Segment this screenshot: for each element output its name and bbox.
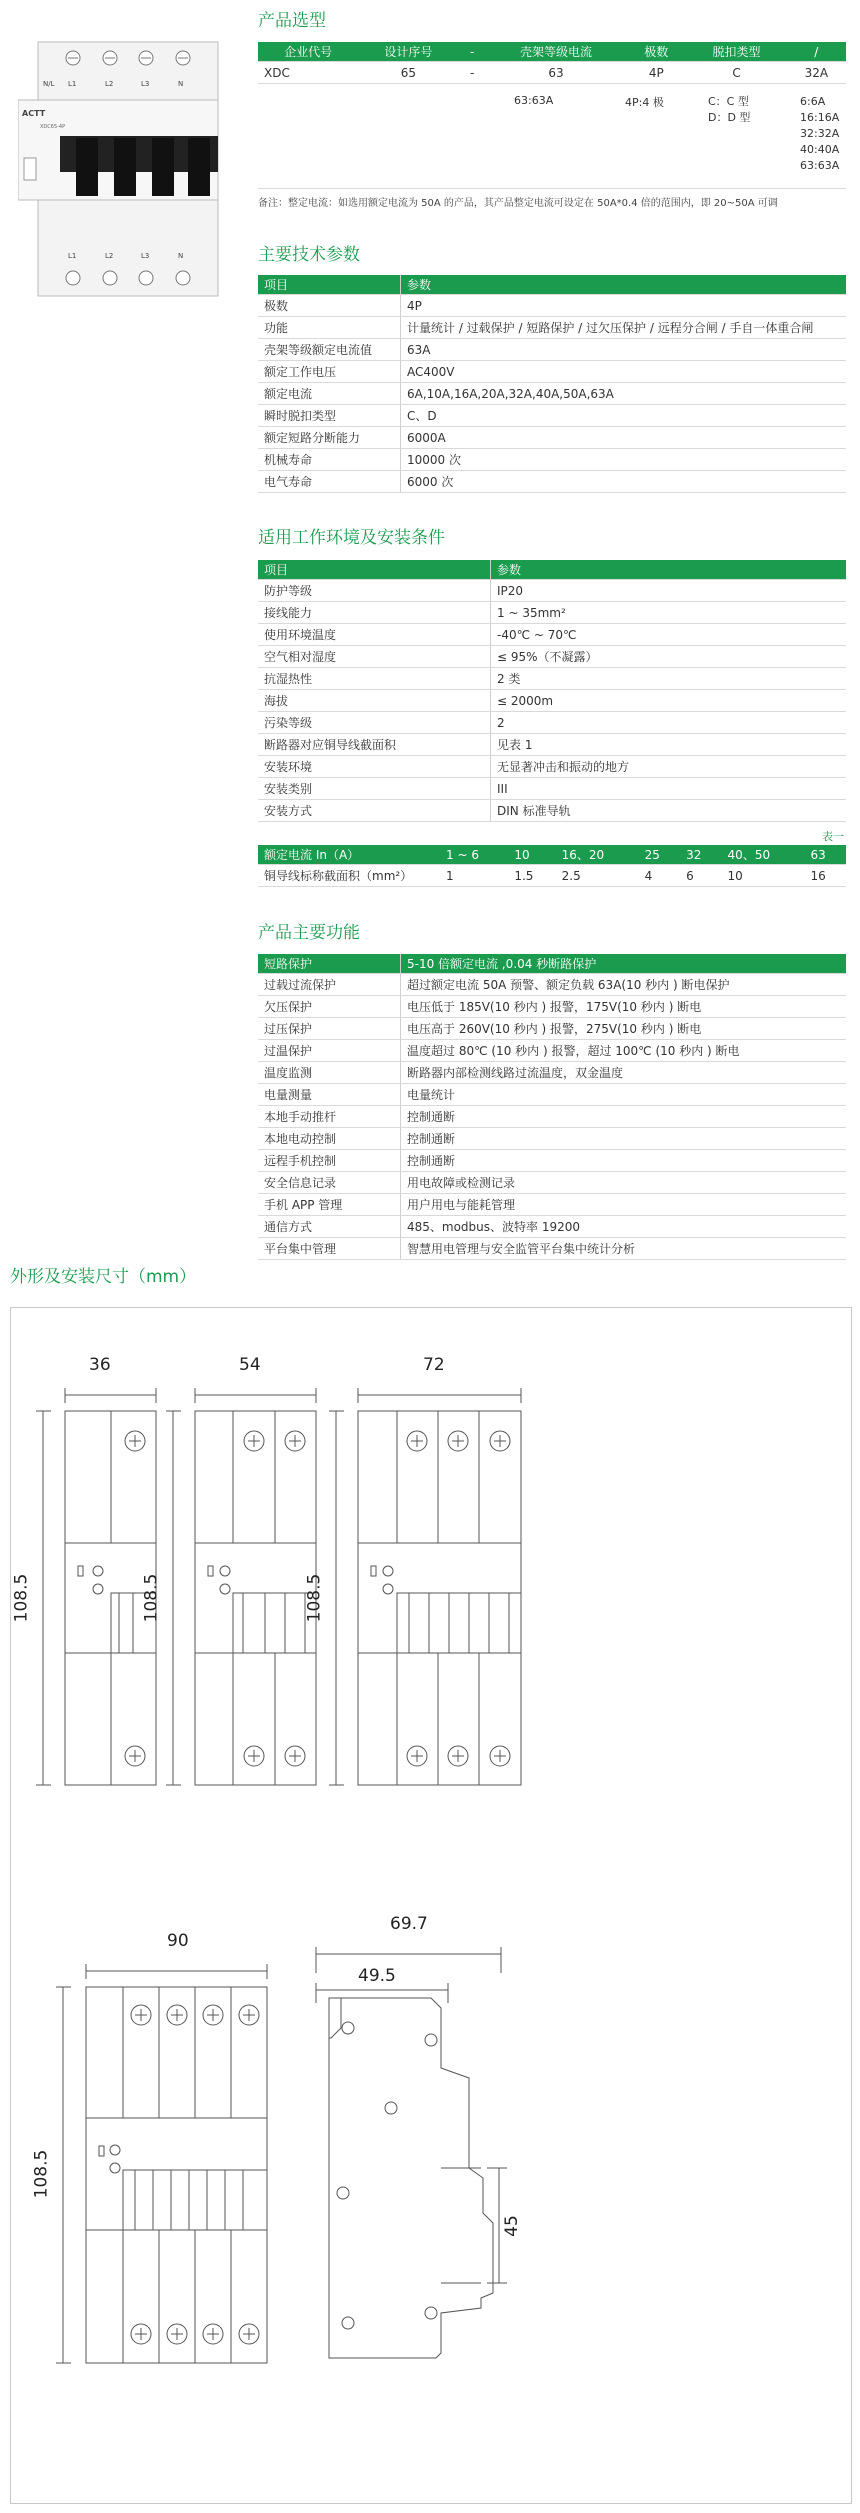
svg-text:L1: L1 xyxy=(68,252,77,260)
row-label: 本地手动推杆 xyxy=(258,1106,401,1128)
header-cell: 壳架等级电流 xyxy=(486,42,626,62)
section-title-env: 适用工作环境及安装条件 xyxy=(258,528,445,548)
row-value: 1 ~ 35mm² xyxy=(491,602,847,624)
env-table xyxy=(258,560,846,822)
table-row xyxy=(258,295,846,317)
table-cell: 10 xyxy=(722,865,805,887)
row-value: 63A xyxy=(401,339,847,361)
row-label: 温度监测 xyxy=(258,1062,401,1084)
functions-table xyxy=(258,954,846,1260)
row-value: 6000 次 xyxy=(401,471,847,493)
dim-width-90: 90 xyxy=(167,1931,189,1951)
breaker-photo xyxy=(18,38,223,300)
brand-logo: ACTT xyxy=(22,109,46,118)
frame-note: 63:63A xyxy=(514,94,554,107)
row-label: 过压保护 xyxy=(258,1018,401,1040)
product-image xyxy=(18,38,223,300)
row-label: 瞬时脱扣类型 xyxy=(258,405,401,427)
row-label: 安装环境 xyxy=(258,756,491,778)
table-row xyxy=(258,690,846,712)
header-cell: 短路保护 xyxy=(258,954,401,974)
table-row xyxy=(258,996,846,1018)
row-value: 控制通断 xyxy=(401,1128,847,1150)
row-label: 功能 xyxy=(258,317,401,339)
row-label: 污染等级 xyxy=(258,712,491,734)
section-title-selection: 产品选型 xyxy=(258,11,326,31)
dimension-drawing xyxy=(11,1308,851,2503)
header-cell: 企业代号 xyxy=(258,42,358,62)
row-value: 10000 次 xyxy=(401,449,847,471)
module-90-drawing xyxy=(56,1964,267,2363)
dim-height-90: 108.5 xyxy=(31,2149,52,2199)
table-row xyxy=(258,602,846,624)
row-value: 6000A xyxy=(401,427,847,449)
table-cell: 63 xyxy=(486,62,626,84)
svg-text:N/L: N/L xyxy=(43,80,55,88)
table-row xyxy=(258,974,846,996)
table-row xyxy=(258,1106,846,1128)
svg-text:N: N xyxy=(178,252,184,260)
table-row xyxy=(258,646,846,668)
table-cell: 铜导线标称截面积（mm²） xyxy=(258,865,440,887)
row-value: 电压高于 260V(10 秒内 ) 报警，275V(10 秒内 ) 断电 xyxy=(401,1018,847,1040)
table-row xyxy=(258,1172,846,1194)
table-row xyxy=(258,580,846,602)
row-value: 用户用电与能耗管理 xyxy=(401,1194,847,1216)
table-row xyxy=(258,427,846,449)
row-value: 2 xyxy=(491,712,847,734)
table-row xyxy=(258,1018,846,1040)
table-row xyxy=(258,1084,846,1106)
row-label: 防护等级 xyxy=(258,580,491,602)
dim-side-height: 45 xyxy=(501,2215,522,2237)
row-value: 2 类 xyxy=(491,668,847,690)
row-label: 安装类别 xyxy=(258,778,491,800)
table-row xyxy=(258,865,846,887)
dim-height-36: 108.5 xyxy=(11,1573,32,1623)
table-row xyxy=(258,778,846,800)
table-row xyxy=(258,1128,846,1150)
current-note: 16:16A xyxy=(800,111,840,124)
row-label: 手机 APP 管理 xyxy=(258,1194,401,1216)
row-value: 485、modbus、波特率 19200 xyxy=(401,1216,847,1238)
table-row xyxy=(258,317,846,339)
header-cell: 5-10 倍额定电流 ,0.04 秒断路保护 xyxy=(401,954,847,974)
poles-note: 4P:4 极 xyxy=(625,96,664,109)
row-value: 温度超过 80℃ (10 秒内 ) 报警，超过 100℃ (10 秒内 ) 断电 xyxy=(401,1040,847,1062)
row-value: 控制通断 xyxy=(401,1106,847,1128)
header-cell: 额定电流 In（A） xyxy=(258,845,440,865)
row-value: 智慧用电管理与安全监管平台集中统计分析 xyxy=(401,1238,847,1260)
table-row xyxy=(258,734,846,756)
trip-note: C：C 型 xyxy=(708,95,749,108)
current-note: 32:32A xyxy=(800,127,840,140)
row-value: ≤ 95%（不凝露） xyxy=(491,646,847,668)
header-cell: / xyxy=(787,42,846,62)
svg-text:N: N xyxy=(178,80,184,88)
table-cell: 1 xyxy=(440,865,508,887)
table-header-row xyxy=(258,560,846,580)
row-label: 安全信息记录 xyxy=(258,1172,401,1194)
header-cell: 项目 xyxy=(258,560,491,580)
row-value: 断路器内部检测线路过流温度，双金温度 xyxy=(401,1062,847,1084)
table-cell: 1.5 xyxy=(508,865,555,887)
table-row xyxy=(258,471,846,493)
table-cell: 16 xyxy=(804,865,846,887)
table-row xyxy=(258,1194,846,1216)
table-cell: 4 xyxy=(639,865,680,887)
svg-text:XDC65-4P: XDC65-4P xyxy=(40,124,66,130)
row-label: 空气相对湿度 xyxy=(258,646,491,668)
selection-table xyxy=(258,42,846,84)
table1-tag: 表一 xyxy=(822,830,844,843)
table-row xyxy=(258,1216,846,1238)
current-note: 40:40A xyxy=(800,143,840,156)
trip-note: D：D 型 xyxy=(708,111,751,124)
row-label: 安装方式 xyxy=(258,800,491,822)
header-cell: 脱扣类型 xyxy=(686,42,786,62)
table-cell: 65 xyxy=(358,62,458,84)
table-row xyxy=(258,62,846,84)
row-value: 控制通断 xyxy=(401,1150,847,1172)
section-title-tech: 主要技术参数 xyxy=(258,245,360,265)
svg-text:L2: L2 xyxy=(105,80,114,88)
table-row xyxy=(258,339,846,361)
trip-notes xyxy=(708,94,750,126)
table-row xyxy=(258,668,846,690)
row-value: DIN 标准导轨 xyxy=(491,800,847,822)
table-header-row xyxy=(258,275,846,295)
row-value: -40℃ ~ 70℃ xyxy=(491,624,847,646)
table-cell: C xyxy=(686,62,786,84)
row-label: 远程手机控制 xyxy=(258,1150,401,1172)
svg-text:L3: L3 xyxy=(141,252,150,260)
row-label: 海拔 xyxy=(258,690,491,712)
row-value: ≤ 2000m xyxy=(491,690,847,712)
row-label: 接线能力 xyxy=(258,602,491,624)
dim-height-54: 108.5 xyxy=(141,1573,162,1623)
header-cell: 32 xyxy=(680,845,721,865)
row-label: 电气寿命 xyxy=(258,471,401,493)
row-value: 见表 1 xyxy=(491,734,847,756)
header-cell: 项目 xyxy=(258,275,401,295)
row-label: 通信方式 xyxy=(258,1216,401,1238)
row-label: 电量测量 xyxy=(258,1084,401,1106)
table-row xyxy=(258,800,846,822)
dim-side-depth2: 49.5 xyxy=(358,1966,396,1986)
table-cell: 4P xyxy=(626,62,686,84)
drawing-frame xyxy=(10,1307,852,2504)
section-title-drawing: 外形及安装尺寸（mm） xyxy=(10,1267,197,1287)
dim-height-72: 108.5 xyxy=(304,1573,325,1623)
table-header-row xyxy=(258,954,846,974)
row-label: 极数 xyxy=(258,295,401,317)
table-row xyxy=(258,449,846,471)
row-label: 壳架等级额定电流值 xyxy=(258,339,401,361)
header-cell: 极数 xyxy=(626,42,686,62)
current-note: 63:63A xyxy=(800,159,840,172)
table-row xyxy=(258,756,846,778)
table-cell: - xyxy=(459,62,486,84)
header-cell: 参数 xyxy=(491,560,847,580)
row-value: 电量统计 xyxy=(401,1084,847,1106)
table-row xyxy=(258,383,846,405)
table-row xyxy=(258,624,846,646)
header-cell: 40、50 xyxy=(722,845,805,865)
wire-table xyxy=(258,845,846,887)
module-72-drawing xyxy=(329,1388,521,1785)
svg-text:L3: L3 xyxy=(141,80,150,88)
row-label: 过载过流保护 xyxy=(258,974,401,996)
row-label: 使用环境温度 xyxy=(258,624,491,646)
table-row xyxy=(258,1062,846,1084)
row-value: 用电故障或检测记录 xyxy=(401,1172,847,1194)
table-header-row xyxy=(258,42,846,62)
header-cell: 设计序号 xyxy=(358,42,458,62)
row-value: 4P xyxy=(401,295,847,317)
table-cell: 32A xyxy=(787,62,846,84)
module-54-drawing xyxy=(166,1388,316,1785)
header-cell: 25 xyxy=(639,845,680,865)
header-cell: 1 ~ 6 xyxy=(440,845,508,865)
row-value: C、D xyxy=(401,405,847,427)
row-value: 6A,10A,16A,20A,32A,40A,50A,63A xyxy=(401,383,847,405)
table-cell: 2.5 xyxy=(556,865,639,887)
header-cell: 63 xyxy=(804,845,846,865)
row-value: AC400V xyxy=(401,361,847,383)
table-row xyxy=(258,1150,846,1172)
row-value: 计量统计 / 过载保护 / 短路保护 / 过欠压保护 / 远程分合闸 / 手自一体重合闸 xyxy=(401,317,847,339)
row-label: 额定工作电压 xyxy=(258,361,401,383)
row-label: 额定短路分断能力 xyxy=(258,427,401,449)
table-row xyxy=(258,712,846,734)
row-label: 平台集中管理 xyxy=(258,1238,401,1260)
row-label: 过温保护 xyxy=(258,1040,401,1062)
row-label: 本地电动控制 xyxy=(258,1128,401,1150)
dim-width-54: 54 xyxy=(239,1355,261,1375)
svg-text:L1: L1 xyxy=(68,80,77,88)
section-title-functions: 产品主要功能 xyxy=(258,923,360,943)
dim-side-depth: 69.7 xyxy=(390,1914,428,1934)
row-value: 电压低于 185V(10 秒内 ) 报警，175V(10 秒内 ) 断电 xyxy=(401,996,847,1018)
current-note: 6:6A xyxy=(800,95,826,108)
table-cell: 6 xyxy=(680,865,721,887)
module-36-drawing xyxy=(36,1388,156,1785)
header-cell: 参数 xyxy=(401,275,847,295)
table-row xyxy=(258,1040,846,1062)
row-label: 抗湿热性 xyxy=(258,668,491,690)
row-value: IP20 xyxy=(491,580,847,602)
row-value: 超过额定电流 50A 预警、额定负载 63A(10 秒内 ) 断电保护 xyxy=(401,974,847,996)
current-notes xyxy=(800,94,839,174)
row-label: 断路器对应铜导线截面积 xyxy=(258,734,491,756)
side-view-drawing xyxy=(316,1947,507,2358)
selection-remark: 备注：整定电流：如选用额定电流为 50A 的产品，其产品整定电流可设定在 50A*0.4 倍的范围内，即 20~50A 可调 xyxy=(258,198,778,209)
tech-table xyxy=(258,275,846,493)
row-label: 额定电流 xyxy=(258,383,401,405)
svg-text:L2: L2 xyxy=(105,252,114,260)
table-cell: XDC xyxy=(258,62,358,84)
table-row xyxy=(258,1238,846,1260)
header-cell: 16、20 xyxy=(556,845,639,865)
table-row xyxy=(258,405,846,427)
row-value: 无显著冲击和振动的地方 xyxy=(491,756,847,778)
row-value: III xyxy=(491,778,847,800)
header-cell: 10 xyxy=(508,845,555,865)
row-label: 欠压保护 xyxy=(258,996,401,1018)
row-label: 机械寿命 xyxy=(258,449,401,471)
dim-width-36: 36 xyxy=(89,1355,111,1375)
table-row xyxy=(258,361,846,383)
header-cell: - xyxy=(459,42,486,62)
dim-width-72: 72 xyxy=(423,1355,445,1375)
table-header-row xyxy=(258,845,846,865)
